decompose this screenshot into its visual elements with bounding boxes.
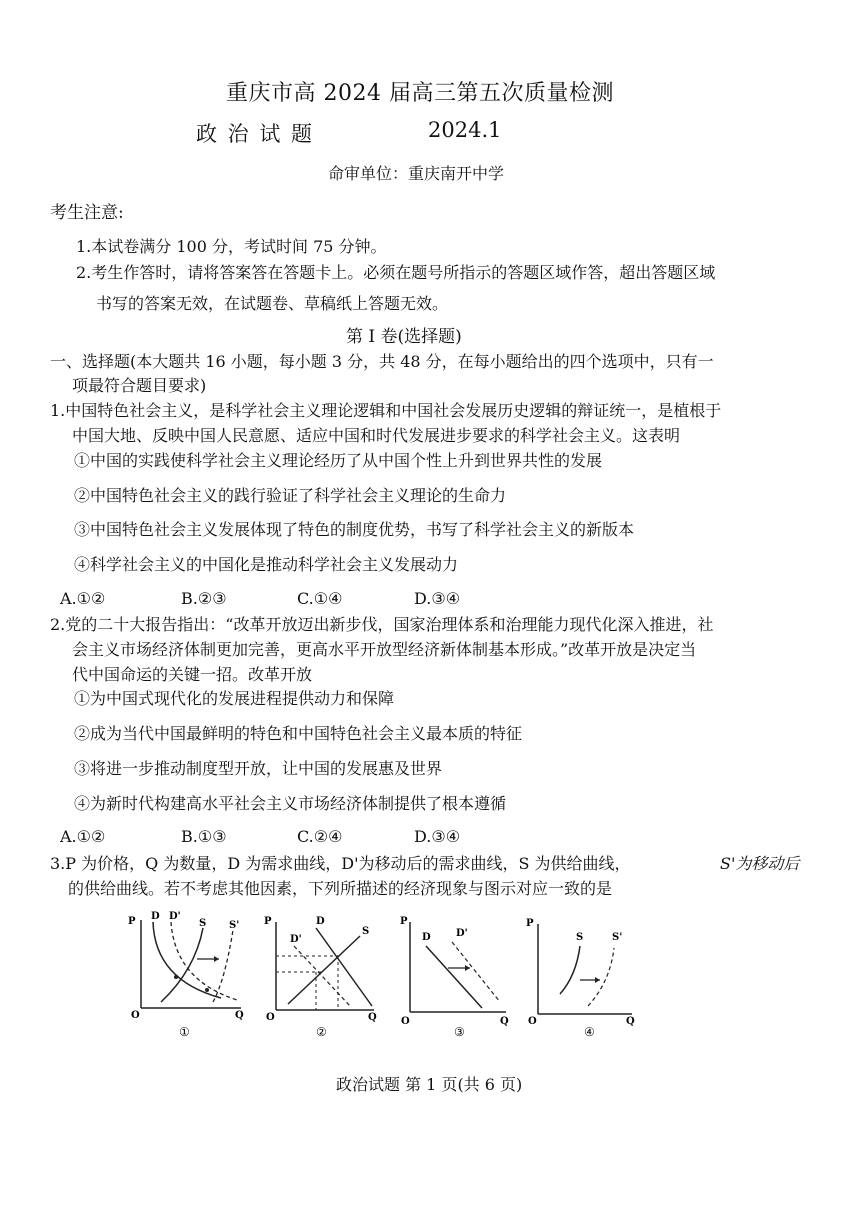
author-line: 命审单位：重庆南开中学 (328, 164, 505, 183)
supply-demand-graph-2 (260, 910, 380, 1040)
exam-date: 2024.1 (428, 118, 502, 142)
subject-title: 政 治 试 题 (196, 122, 315, 146)
notice-item: 2.考生作答时，请将答案答在答题卡上。必须在题号所指示的答题区域作答，超出答题区域 (76, 263, 716, 282)
svg-text:D': D' (456, 928, 468, 939)
question-2-item: ②成为当代中国最鲜明的特色和中国特色社会主义最本质的特征 (74, 724, 523, 743)
question-1-stem: 中国大地、反映中国人民意愿、适应中国和时代发展进步要求的科学社会主义。这表明 (72, 426, 681, 445)
question-3-stem: S'为移动后 (720, 854, 800, 873)
axis-origin: O (131, 1010, 140, 1021)
curve-label-d: D (151, 911, 160, 922)
choice-c[interactable]: C.①④ (297, 589, 343, 608)
choice-b[interactable]: B.②③ (181, 589, 227, 608)
choice-c[interactable]: C.②④ (297, 827, 343, 846)
axis-label-q: Q (235, 1010, 244, 1021)
notice-heading: 考生注意: (50, 203, 124, 223)
svg-text:O: O (266, 1012, 275, 1023)
choice-a[interactable]: A.①② (60, 827, 106, 846)
svg-text:P: P (400, 916, 408, 927)
svg-text:Q: Q (368, 1012, 377, 1023)
svg-text:④: ④ (584, 1025, 595, 1039)
curve-label-d-prime: D' (169, 911, 181, 922)
svg-text:P: P (526, 918, 534, 929)
choice-d[interactable]: D.③④ (414, 589, 461, 608)
question-3-stem: 的供给曲线。若不考虑其他因素，下列所描述的经济现象与图示对应一致的是 (68, 879, 613, 898)
svg-text:S': S' (612, 932, 623, 943)
part-heading: 第 I 卷(选择题) (346, 327, 462, 347)
svg-text:P: P (264, 916, 272, 927)
svg-text:S: S (576, 932, 584, 943)
axis-label-p: P (128, 916, 136, 927)
supply-demand-graph-4 (522, 910, 637, 1040)
question-1-item: ④科学社会主义的中国化是推动科学社会主义发展动力 (74, 555, 459, 574)
svg-text:Q: Q (500, 1016, 509, 1027)
question-2-item: ④为新时代构建高水平社会主义市场经济体制提供了根本遵循 (74, 794, 507, 813)
question-2-stem: 会主义市场经济体制更加完善，更高水平开放型经济新体制基本形成。”改革开放是决定当 (72, 640, 697, 659)
supply-demand-graph-1 (125, 910, 250, 1040)
exam-title: 重庆市高 2024 届高三第五次质量检测 (226, 81, 614, 106)
question-3-stem: 3.P 为价格，Q 为数量，D 为需求曲线，D'为移动后的需求曲线，S 为供给曲线， (50, 854, 631, 873)
svg-text:D: D (316, 916, 325, 927)
choice-a[interactable]: A.①② (60, 589, 106, 608)
choice-b[interactable]: B.①③ (181, 827, 227, 846)
question-1-item: ③中国特色社会主义发展体现了特色的制度优势，书写了科学社会主义的新版本 (74, 520, 635, 539)
svg-text:Q: Q (626, 1016, 635, 1027)
svg-text:O: O (528, 1016, 537, 1027)
question-1-stem: 1.中国特色社会主义，是科学社会主义理论逻辑和中国社会发展历史逻辑的辩证统一，是植根于 (50, 401, 722, 420)
question-2-stem: 2.党的二十大报告指出：“改革开放迈出新步伐，国家治理体系和治理能力现代化深入推进，社 (50, 615, 714, 634)
svg-text:S: S (362, 926, 370, 937)
notice-item: 书写的答案无效，在试题卷、草稿纸上答题无效。 (96, 294, 449, 313)
choice-d[interactable]: D.③④ (414, 827, 461, 846)
section-intro: 项最符合题目要求) (72, 376, 207, 395)
curve-label-s-prime: S' (229, 920, 240, 931)
section-intro: 一、选择题(本大题共 16 小题，每小题 3 分，共 48 分，在每小题给出的四个选项中，只有一 (50, 352, 714, 371)
svg-text:O: O (401, 1016, 410, 1027)
page-footer: 政治试题 第 1 页(共 6 页) (336, 1075, 523, 1094)
supply-demand-graph-3 (396, 910, 511, 1040)
question-2-item: ③将进一步推动制度型开放，让中国的发展惠及世界 (74, 759, 443, 778)
svg-text:②: ② (316, 1025, 327, 1039)
notice-item: 1.本试卷满分 100 分，考试时间 75 分钟。 (76, 237, 387, 256)
question-1-item: ②中国特色社会主义的践行验证了科学社会主义理论的生命力 (74, 486, 507, 505)
curve-label-s: S (199, 918, 207, 929)
svg-text:D: D (422, 932, 431, 943)
question-2-stem: 代中国命运的关键一招。改革开放 (72, 665, 313, 684)
svg-text:D': D' (290, 934, 302, 945)
graph-number-1: ① (179, 1025, 190, 1039)
question-1-item: ①中国的实践使科学社会主义理论经历了从中国个性上升到世界共性的发展 (74, 451, 603, 470)
question-2-item: ①为中国式现代化的发展进程提供动力和保障 (74, 689, 395, 708)
svg-text:③: ③ (454, 1025, 465, 1039)
